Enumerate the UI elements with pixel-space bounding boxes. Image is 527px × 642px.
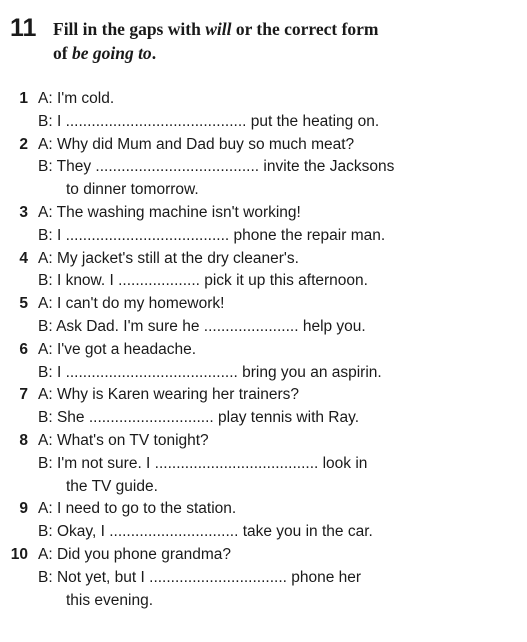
instruction-text: of [53, 43, 72, 63]
item-text: to dinner tomorrow. [66, 181, 199, 199]
item-line [0, 156, 527, 179]
instruction-be-going-to: be going to [71, 43, 152, 63]
item-number: 1 [19, 90, 28, 107]
item-line [0, 225, 527, 248]
item-number: 5 [19, 295, 28, 313]
item-text: A: I need to go to the station. [38, 500, 237, 518]
instruction-text: . [151, 43, 157, 63]
item-text: B: She ............................. play tennis with Ray. [38, 409, 360, 427]
item-text: B: I ........................................ bring you an aspirin. [38, 363, 382, 381]
item-text: A: I've got a headache. [38, 340, 197, 358]
item-line [0, 270, 527, 293]
item-text: B: I ...................................... phone the repair man. [38, 226, 386, 244]
item-text: B: They ...................................... invite the Jacksons [38, 158, 395, 176]
item-number: 7 [19, 386, 28, 404]
item-text: B: I'm not sure. I ...................................... look in [38, 454, 368, 472]
item-line [0, 407, 527, 430]
item-text: B: I know. I ................... pick it up this afternoon. [38, 272, 368, 290]
item-line [0, 339, 527, 362]
item-text: B: I .......................................... put the heating on. [38, 112, 380, 130]
exercise-instruction [53, 17, 513, 65]
exercise-number: 11 [10, 14, 37, 42]
item-text: B: Not yet, but I ................................ phone her [38, 568, 362, 586]
item-line [0, 362, 527, 385]
item-line [0, 498, 527, 521]
item-text: A: My jacket's still at the dry cleaner's. [38, 249, 299, 267]
item-line [0, 430, 527, 453]
item-number: 2 [19, 135, 28, 153]
item-text: A: Why is Karen wearing her trainers? [38, 386, 300, 404]
item-text: B: Okay, I .............................. take you in the car. [38, 523, 373, 541]
instruction-text: or the correct form [231, 19, 379, 39]
item-line [0, 293, 527, 316]
item-text: A: What's on TV tonight? [38, 431, 209, 449]
instruction-will: will [205, 19, 232, 39]
item-text: A: Did you phone grandma? [38, 545, 232, 563]
item-number: 3 [19, 203, 28, 221]
item-line [0, 453, 527, 476]
item-line [0, 521, 527, 544]
item-text: B: Ask Dad. I'm sure he ...................... help you. [38, 317, 366, 335]
item-line [0, 316, 527, 339]
item-line [0, 590, 527, 613]
item-line [0, 179, 527, 202]
exercise-header [0, 0, 527, 80]
item-text: the TV guide. [66, 477, 158, 495]
item-text: A: I'm cold. [38, 90, 115, 107]
item-text: A: The washing machine isn't working! [38, 203, 301, 221]
item-number: 6 [19, 340, 28, 358]
item-number: 10 [10, 545, 28, 563]
item-line [0, 88, 527, 111]
item-line [0, 384, 527, 407]
exercise-items [0, 88, 527, 612]
item-line [0, 202, 527, 225]
item-line [0, 544, 527, 567]
item-text: A: I can't do my homework! [38, 295, 225, 313]
item-number: 9 [19, 500, 28, 518]
item-line [0, 134, 527, 157]
item-text: this evening. [66, 591, 154, 609]
instruction-text: Fill in the gaps with [53, 19, 206, 39]
item-number: 4 [19, 249, 28, 267]
item-number: 8 [19, 431, 28, 449]
item-text: A: Why did Mum and Dad buy so much meat? [38, 135, 355, 153]
item-line [0, 476, 527, 499]
item-line [0, 567, 527, 590]
item-line [0, 248, 527, 271]
item-line [0, 111, 527, 134]
